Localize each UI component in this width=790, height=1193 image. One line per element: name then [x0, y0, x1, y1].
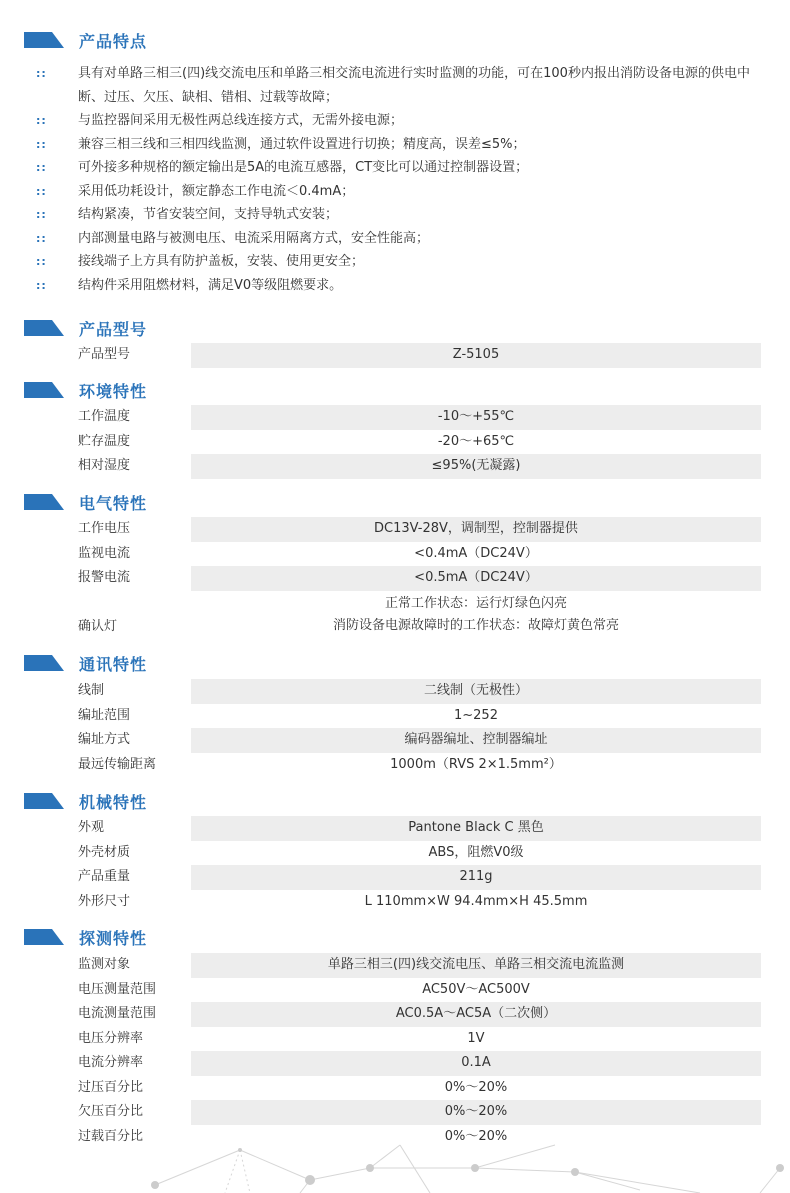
row-value: -10～+55℃: [191, 405, 761, 430]
feature-item: :: 具有对单路三相三(四)线交流电压和单路三相交流电流进行实时监测的功能，可在100秒内报出消防设备电源的供电中断、过压、欠压、缺相、错相、过载等故障；: [36, 62, 766, 109]
row-value: DC13V-28V，调制型，控制器提供: [191, 517, 761, 542]
table-row: [78, 1051, 761, 1076]
row-value: 二线制（无极性）: [191, 679, 761, 704]
section-header-features: [24, 28, 147, 52]
row-value: L 110mm×W 94.4mm×H 45.5mm: [364, 893, 588, 909]
section-marker-icon: [24, 320, 64, 336]
row-label: 监测对象: [78, 957, 131, 972]
electrical-table: [78, 517, 761, 638]
indicator-normal-text: 正常工作状态：运行灯绿色闪亮: [384, 595, 567, 611]
row-value: 211g: [191, 865, 761, 890]
row-value: 0.1A: [191, 1051, 761, 1076]
row-value: <0.5mA（DC24V）: [191, 566, 761, 591]
section-marker-icon: [24, 494, 64, 510]
network-decoration: [0, 1140, 790, 1193]
row-value: 1V: [467, 1030, 485, 1046]
table-row: [78, 542, 761, 567]
table-row: [78, 816, 761, 841]
bullet-icon: ::: [36, 114, 47, 127]
section-title: 通讯特性: [79, 654, 148, 674]
model-table: [78, 343, 761, 368]
row-label: 外观: [78, 820, 105, 835]
row-label: 报警电流: [78, 570, 131, 585]
row-label: 编址方式: [78, 732, 131, 747]
row-label: 产品型号: [78, 347, 131, 362]
row-label: 工作温度: [78, 409, 131, 424]
table-row: [78, 517, 761, 542]
section-header-environment: [24, 378, 147, 402]
feature-item: :: 接线端子上方具有防护盖板，安装、使用更安全；: [36, 250, 766, 274]
row-value: <0.4mA（DC24V）: [414, 545, 538, 561]
row-label: 电压测量范围: [78, 981, 157, 997]
bullet-icon: ::: [36, 255, 47, 268]
bullet-icon: ::: [36, 208, 47, 221]
section-marker-icon: [24, 655, 64, 671]
row-label: 最远传输距离: [78, 756, 157, 772]
section-title: 机械特性: [79, 792, 148, 812]
table-row: [78, 753, 761, 778]
section-title: 电气特性: [79, 493, 148, 513]
feature-item: :: 兼容三相三线和三相四线监测，通过软件设置进行切换；精度高，误差≤5%；: [36, 133, 766, 157]
table-row: [78, 430, 761, 455]
row-label: 外壳材质: [78, 844, 131, 860]
bullet-icon: ::: [36, 137, 47, 151]
row-label: 工作电压: [78, 521, 131, 536]
table-row-indicator: [78, 591, 761, 638]
communication-table: [78, 679, 761, 777]
feature-item: :: 采用低功耗设计，额定静态工作电流＜0.4mA；: [36, 180, 766, 204]
row-label: 监视电流: [78, 545, 131, 561]
table-row: [78, 679, 761, 704]
row-label: 过压百分比: [78, 1079, 144, 1095]
detection-table: [78, 953, 761, 1149]
table-row: [78, 1027, 761, 1052]
indicator-fault-text: 消防设备电源故障时的工作状态：故障灯黄色常亮: [332, 617, 619, 633]
row-label: 欠压百分比: [78, 1104, 144, 1119]
section-header-electrical: [24, 490, 147, 514]
row-value: 1~252: [454, 707, 498, 723]
feature-item: :: 内部测量电路与被测电压、电流采用隔离方式，安全性能高；: [36, 227, 766, 251]
bullet-icon: ::: [36, 184, 47, 198]
section-header-communication: [24, 651, 147, 675]
row-value: [191, 591, 761, 638]
section-title: 探测特性: [79, 928, 148, 948]
row-label: 产品重量: [78, 869, 131, 884]
section-marker-icon: [24, 793, 64, 809]
bullet-icon: ::: [36, 278, 47, 292]
section-marker-icon: [24, 382, 64, 398]
row-label: 过载百分比: [78, 1128, 144, 1144]
row-value: Z-5105: [191, 343, 761, 368]
section-title: 产品特点: [79, 31, 148, 51]
row-value: 0%～20%: [444, 1128, 508, 1144]
mechanical-table: [78, 816, 761, 914]
table-row: [78, 865, 761, 890]
row-label: 电流分辨率: [78, 1055, 144, 1070]
row-label: 贮存温度: [78, 433, 131, 449]
feature-list: [36, 62, 766, 297]
section-title: 产品型号: [79, 319, 148, 339]
row-value: 1000m（RVS 2×1.5mm²）: [390, 756, 562, 772]
table-row: [78, 454, 761, 479]
row-label: 编址范围: [78, 707, 131, 723]
section-marker-icon: [24, 32, 64, 48]
row-label: 外形尺寸: [78, 893, 131, 909]
table-row: [78, 728, 761, 753]
table-row: [78, 1100, 761, 1125]
row-label: 电压分辨率: [78, 1030, 144, 1046]
feature-item: :: 结构件采用阻燃材料，满足V0等级阻燃要求。: [36, 274, 766, 298]
table-row: [78, 890, 761, 915]
row-value: AC0.5A～AC5A（二次侧）: [191, 1002, 761, 1027]
row-value: -20～+65℃: [437, 433, 515, 449]
section-header-mechanical: [24, 789, 147, 813]
bullet-icon: ::: [36, 161, 47, 174]
row-value: AC50V～AC500V: [422, 981, 530, 997]
section-header-detection: [24, 925, 147, 949]
table-row: [78, 566, 761, 591]
bullet-icon: ::: [36, 231, 47, 245]
row-label: 线制: [78, 683, 105, 698]
row-value: 0%～20%: [444, 1079, 508, 1095]
feature-item: :: 与监控器间采用无极性两总线连接方式，无需外接电源；: [36, 109, 766, 133]
row-value: 单路三相三(四)线交流电压、单路三相交流电流监测: [191, 953, 761, 978]
environment-table: [78, 405, 761, 479]
table-row: [78, 1076, 761, 1101]
row-value: ABS，阻燃V0级: [428, 844, 524, 860]
feature-item: :: 结构紧凑，节省安装空间，支持导轨式安装；: [36, 203, 766, 227]
row-label: 电流测量范围: [78, 1006, 157, 1021]
table-row: [78, 405, 761, 430]
table-row: [78, 1002, 761, 1027]
section-marker-icon: [24, 929, 64, 945]
row-label: 确认灯: [78, 618, 118, 634]
table-row: [78, 978, 761, 1003]
row-value: ≤95%(无凝露): [191, 454, 761, 479]
row-value: Pantone Black C 黑色: [191, 816, 761, 841]
table-row: [78, 953, 761, 978]
table-row: [78, 704, 761, 729]
feature-item: :: 可外接多种规格的额定输出是5A的电流互感器，CT变比可以通过控制器设置；: [36, 156, 766, 180]
row-label: 相对湿度: [78, 458, 131, 473]
bullet-icon: ::: [36, 67, 47, 80]
row-value: 编码器编址、控制器编址: [191, 728, 761, 753]
section-title: 环境特性: [79, 381, 148, 401]
table-row: [78, 841, 761, 866]
row-value: 0%～20%: [191, 1100, 761, 1125]
table-row: [78, 343, 761, 368]
section-header-model: [24, 316, 147, 340]
